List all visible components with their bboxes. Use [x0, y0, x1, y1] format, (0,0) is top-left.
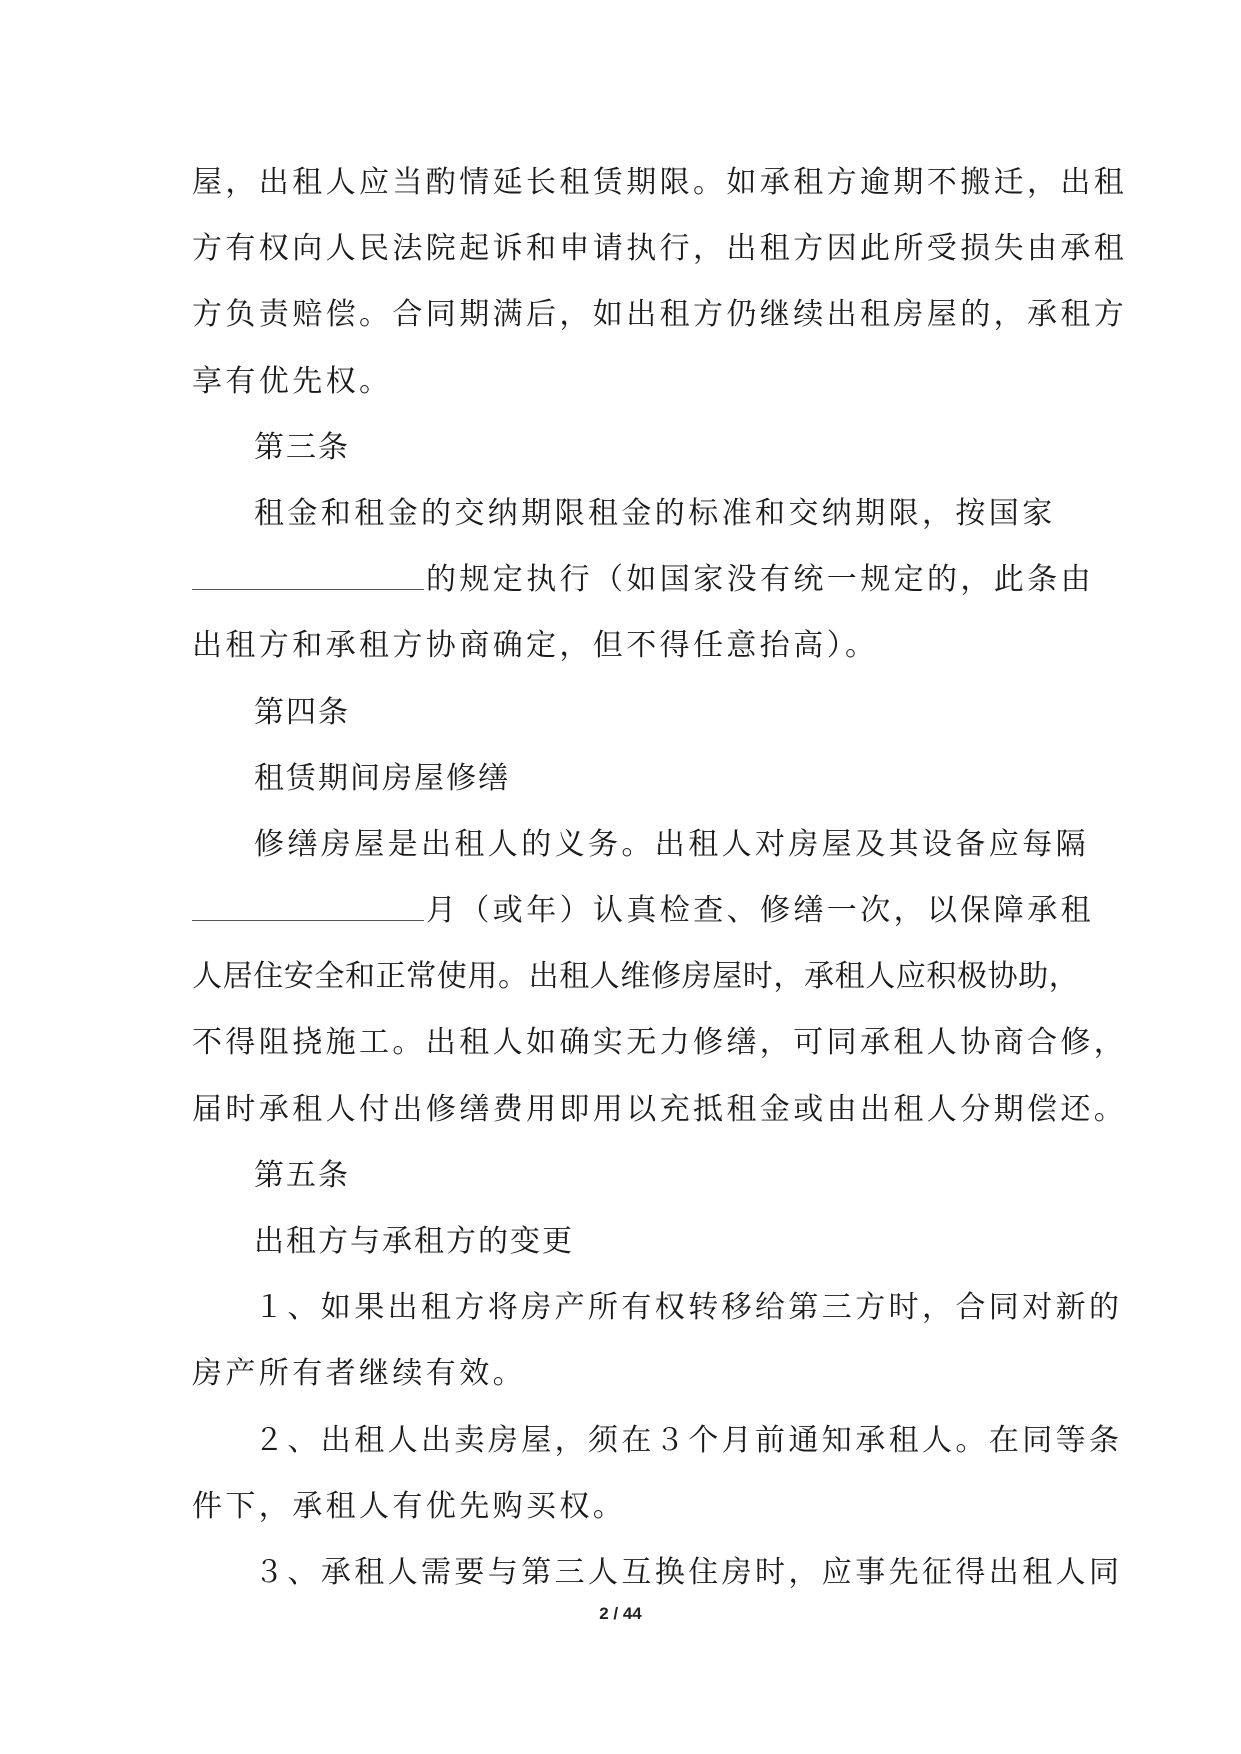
text-line: 届时承租人付出修缮费用即用以充抵租金或由出租人分期偿还。 — [192, 1091, 1128, 1127]
section-subtitle: 出租方与承租方的变更 — [254, 1224, 574, 1259]
document-body — [192, 158, 1128, 1614]
text-fragment: 的规定执行（如国家没有统一规定的，此条由 — [426, 562, 1094, 598]
article-heading: 第五条 — [254, 1157, 350, 1193]
list-item: ３、承租人需要与第三人互换住房时，应事先征得出租人同 — [254, 1554, 1123, 1590]
list-item: １、如果出租方将房产所有权转移给第三方时，合同对新的 — [254, 1290, 1123, 1326]
text-line-with-blank — [192, 555, 1094, 621]
text-line: 方负责赔偿。合同期满后，如出租方仍继续出租房屋的，承租方 — [192, 297, 1128, 333]
text-line: 屋，出租人应当酌情延长租赁期限。如承租方逾期不搬迁，出租 — [192, 165, 1128, 200]
text-line: 房产所有者继续有效。 — [192, 1356, 526, 1392]
text-line: 享有优先权。 — [192, 363, 393, 399]
text-line: 修缮房屋是出租人的义务。出租人对房屋及其设备应每隔 — [254, 826, 1089, 862]
list-item: ２、出租人出卖房屋，须在３个月前通知承租人。在同等条 — [254, 1422, 1123, 1458]
article-heading: 第四条 — [254, 694, 350, 730]
text-line-with-blank — [192, 886, 1094, 952]
text-line: 人居住安全和正常使用。出租人维修房屋时，承租人应积极协助， — [192, 959, 1080, 995]
text-fragment: 月（或年）认真检查、修缮一次，以保障承租 — [426, 893, 1094, 929]
text-line: 件下，承租人有优先购买权。 — [192, 1488, 627, 1524]
page-number: 2 / 44 — [599, 1604, 642, 1623]
text-line: 租金和租金的交纳期限租金的标准和交纳期限，按国家 — [254, 495, 1056, 531]
article-heading: 第三条 — [254, 429, 350, 465]
text-line: 方有权向人民法院起诉和申请执行，出租方因此所受损失由承租 — [192, 231, 1128, 267]
fill-in-blank — [192, 555, 424, 590]
section-subtitle: 租赁期间房屋修缮 — [254, 760, 510, 796]
text-line: 不得阻挠施工。出租人如确实无力修缮，可同承租人协商合修， — [192, 1025, 1128, 1061]
fill-in-blank — [192, 886, 424, 921]
text-line: 出租方和承租方协商确定，但不得任意抬高）。 — [192, 628, 879, 664]
